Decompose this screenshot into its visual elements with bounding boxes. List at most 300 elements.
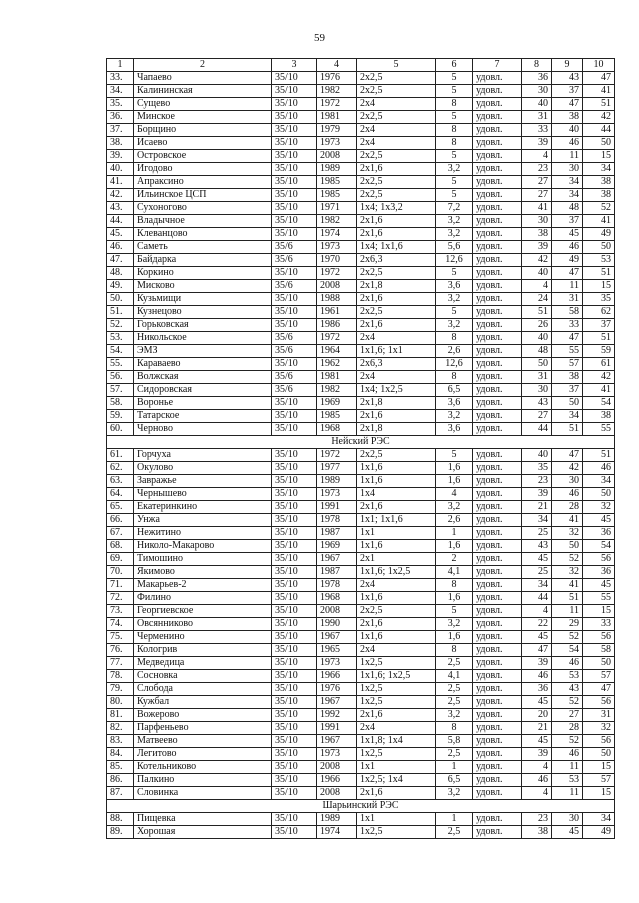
table-cell: 51 (583, 98, 615, 111)
table-cell: Вожерово (134, 709, 272, 722)
table-cell: 51 (552, 592, 583, 605)
table-cell: 1979 (317, 124, 357, 137)
table-cell: 34 (583, 163, 615, 176)
table-cell: 40 (522, 98, 552, 111)
table-cell: 38 (522, 228, 552, 241)
table-cell: удовл. (473, 735, 522, 748)
table-cell: 30 (522, 384, 552, 397)
table-cell: 27 (522, 176, 552, 189)
table-cell: удовл. (473, 826, 522, 839)
table-cell: 2,5 (436, 748, 473, 761)
table-cell: 2x4 (357, 371, 436, 384)
table-cell: 34 (552, 176, 583, 189)
table-cell: 35/10 (272, 592, 317, 605)
table-row (107, 98, 615, 111)
column-header: 3 (272, 59, 317, 72)
table-cell: 76. (107, 644, 134, 657)
table-cell: Чернышево (134, 488, 272, 501)
table-row (107, 371, 615, 384)
table-cell: 47 (552, 332, 583, 345)
table-cell: 57 (583, 774, 615, 787)
table-cell: 2x6,3 (357, 358, 436, 371)
table-cell: 20 (522, 709, 552, 722)
substations-table (106, 58, 615, 839)
table-cell: 1 (436, 527, 473, 540)
table-cell: 1x1,6; 1x2,5 (357, 670, 436, 683)
table-cell: Словинка (134, 787, 272, 800)
table-cell: 49 (583, 228, 615, 241)
table-cell: Нежитино (134, 527, 272, 540)
table-cell: Владычное (134, 215, 272, 228)
table-cell: 4,1 (436, 566, 473, 579)
table-row (107, 618, 615, 631)
table-cell: 46 (583, 462, 615, 475)
table-cell: удовл. (473, 332, 522, 345)
table-cell: 52 (583, 202, 615, 215)
table-cell: 38 (552, 111, 583, 124)
table-row (107, 345, 615, 358)
table-cell: 2x4 (357, 137, 436, 150)
table-row (107, 683, 615, 696)
table-cell: 2x1,6 (357, 163, 436, 176)
table-cell: 35 (522, 462, 552, 475)
table-cell: 31 (552, 293, 583, 306)
table-cell: 33. (107, 72, 134, 85)
table-cell: Сидоровская (134, 384, 272, 397)
table-cell: 39 (522, 488, 552, 501)
table-cell: 46 (522, 670, 552, 683)
table-cell: 62. (107, 462, 134, 475)
table-cell: 2008 (317, 150, 357, 163)
table-cell: 39 (522, 748, 552, 761)
table-cell: 51 (583, 332, 615, 345)
table-cell: 55 (552, 345, 583, 358)
table-cell: Кузьмищи (134, 293, 272, 306)
table-cell: 2x1,6 (357, 709, 436, 722)
table-cell: 41. (107, 176, 134, 189)
table-cell: 1x2,5 (357, 696, 436, 709)
table-cell: удовл. (473, 553, 522, 566)
table-cell: Слобода (134, 683, 272, 696)
table-cell: Черменино (134, 631, 272, 644)
table-cell: 35/10 (272, 527, 317, 540)
table-cell: 88. (107, 813, 134, 826)
table-cell: 1,6 (436, 475, 473, 488)
table-cell: удовл. (473, 787, 522, 800)
table-cell: 47. (107, 254, 134, 267)
table-cell: 1x1,6 (357, 475, 436, 488)
table-cell: 64. (107, 488, 134, 501)
table-cell: 51 (522, 306, 552, 319)
table-cell: 38 (552, 371, 583, 384)
table-cell: 1x1,6 (357, 592, 436, 605)
table-cell: 48 (522, 345, 552, 358)
table-cell: 8 (436, 371, 473, 384)
table-cell: 5,6 (436, 241, 473, 254)
table-cell: 35/10 (272, 449, 317, 462)
column-header: 6 (436, 59, 473, 72)
table-cell: 36. (107, 111, 134, 124)
table-cell: 3,6 (436, 280, 473, 293)
table-row (107, 501, 615, 514)
column-header: 7 (473, 59, 522, 72)
table-row (107, 540, 615, 553)
table-cell: 56 (583, 696, 615, 709)
table-cell: удовл. (473, 189, 522, 202)
table-cell: 33 (522, 124, 552, 137)
table-cell: 35/10 (272, 98, 317, 111)
table-cell: 1974 (317, 826, 357, 839)
table-cell: 54. (107, 345, 134, 358)
table-cell: Филино (134, 592, 272, 605)
table-cell: 3,2 (436, 709, 473, 722)
table-cell: 29 (552, 618, 583, 631)
table-cell: 58 (583, 644, 615, 657)
table-cell: 2x2,5 (357, 306, 436, 319)
table-cell: 41 (583, 384, 615, 397)
table-cell: 39 (522, 657, 552, 670)
table-cell: Воронье (134, 397, 272, 410)
table-row (107, 332, 615, 345)
table-row (107, 228, 615, 241)
table-cell: 52 (552, 553, 583, 566)
table-cell: удовл. (473, 579, 522, 592)
table-cell: 1982 (317, 215, 357, 228)
table-row (107, 748, 615, 761)
table-cell: 45 (522, 631, 552, 644)
table-cell: 1982 (317, 384, 357, 397)
table-cell: 77. (107, 657, 134, 670)
table-cell: 78. (107, 670, 134, 683)
table-cell: 35/10 (272, 514, 317, 527)
table-cell: удовл. (473, 527, 522, 540)
table-cell: Борщино (134, 124, 272, 137)
table-cell: удовл. (473, 761, 522, 774)
table-cell: 57. (107, 384, 134, 397)
table-row (107, 163, 615, 176)
table-cell: 2,5 (436, 696, 473, 709)
table-cell: 1966 (317, 774, 357, 787)
table-cell: 73. (107, 605, 134, 618)
table-cell: 1x1,6; 1x1 (357, 345, 436, 358)
column-header: 5 (357, 59, 436, 72)
table-cell: 44. (107, 215, 134, 228)
table-cell: 1972 (317, 98, 357, 111)
table-cell: 15 (583, 761, 615, 774)
table-cell: 35 (583, 293, 615, 306)
table-cell: 2,6 (436, 345, 473, 358)
table-cell: 1967 (317, 696, 357, 709)
table-cell: 1972 (317, 332, 357, 345)
table-cell: 1987 (317, 527, 357, 540)
table-cell: 8 (436, 124, 473, 137)
table-cell: 35/10 (272, 150, 317, 163)
table-cell: удовл. (473, 410, 522, 423)
table-cell: 59. (107, 410, 134, 423)
table-cell: 35/10 (272, 709, 317, 722)
table-cell: удовл. (473, 475, 522, 488)
table-cell: 1x1,6 (357, 631, 436, 644)
table-cell: 1967 (317, 631, 357, 644)
table-row (107, 254, 615, 267)
table-cell: 32 (583, 501, 615, 514)
table-cell: 1992 (317, 709, 357, 722)
table-cell: 53 (583, 254, 615, 267)
table-cell: 5 (436, 189, 473, 202)
table-cell: 11 (552, 150, 583, 163)
table-cell: ЭМЗ (134, 345, 272, 358)
table-cell: 35/10 (272, 163, 317, 176)
table-cell: 55 (583, 592, 615, 605)
table-cell: 35/10 (272, 488, 317, 501)
table-cell: Байдарка (134, 254, 272, 267)
table-cell: 1x4; 1x2,5 (357, 384, 436, 397)
table-cell: 68. (107, 540, 134, 553)
table-cell: 34 (583, 475, 615, 488)
table-cell: 32 (583, 722, 615, 735)
table-row (107, 670, 615, 683)
table-cell: 12,6 (436, 358, 473, 371)
table-cell: 46 (522, 774, 552, 787)
table-cell: 35. (107, 98, 134, 111)
table-cell: 8 (436, 722, 473, 735)
table-cell: Пищевка (134, 813, 272, 826)
table-cell: 35/10 (272, 748, 317, 761)
table-cell: 53 (552, 774, 583, 787)
table-cell: 35/10 (272, 735, 317, 748)
table-cell: 51 (583, 267, 615, 280)
table-cell: 1x1 (357, 761, 436, 774)
table-cell: 60. (107, 423, 134, 436)
table-cell: 2x4 (357, 579, 436, 592)
table-cell: 35/10 (272, 657, 317, 670)
table-cell: удовл. (473, 514, 522, 527)
table-cell: 1978 (317, 514, 357, 527)
table-cell: 51 (552, 423, 583, 436)
table-cell: Татарское (134, 410, 272, 423)
table-cell: 37. (107, 124, 134, 137)
column-header: 4 (317, 59, 357, 72)
table-cell: 30 (522, 215, 552, 228)
table-cell: 44 (522, 423, 552, 436)
table-cell: 42 (522, 254, 552, 267)
table-cell: 2x1,6 (357, 501, 436, 514)
table-row (107, 306, 615, 319)
table-cell: Завражье (134, 475, 272, 488)
table-cell: 4 (522, 605, 552, 618)
table-cell: Якимово (134, 566, 272, 579)
table-cell: Овсянниково (134, 618, 272, 631)
table-cell: 1969 (317, 540, 357, 553)
table-cell: 2,5 (436, 683, 473, 696)
table-cell: 42 (552, 462, 583, 475)
table-cell: 85. (107, 761, 134, 774)
table-cell: 1965 (317, 644, 357, 657)
table-cell: 65. (107, 501, 134, 514)
table-cell: 30 (552, 163, 583, 176)
table-cell: 35/10 (272, 410, 317, 423)
table-cell: 2x4 (357, 644, 436, 657)
table-row (107, 423, 615, 436)
table-cell: Никольское (134, 332, 272, 345)
table-cell: 31 (583, 709, 615, 722)
table-cell: 2x2,5 (357, 267, 436, 280)
table-cell: 5,8 (436, 735, 473, 748)
table-cell: 55 (583, 423, 615, 436)
table-cell: 1972 (317, 267, 357, 280)
table-cell: 38 (583, 410, 615, 423)
table-cell: Мисково (134, 280, 272, 293)
page-number: 59 (314, 32, 325, 44)
table-cell: 4,1 (436, 670, 473, 683)
table-cell: 5 (436, 72, 473, 85)
table-cell: удовл. (473, 696, 522, 709)
table-cell: 35/10 (272, 787, 317, 800)
table-cell: 38 (522, 826, 552, 839)
table-cell: Калининская (134, 85, 272, 98)
table-cell: удовл. (473, 722, 522, 735)
table-cell: 5 (436, 449, 473, 462)
table-cell: 81. (107, 709, 134, 722)
table-cell: 35/10 (272, 553, 317, 566)
table-cell: 1,6 (436, 631, 473, 644)
table-cell: 34 (522, 579, 552, 592)
table-cell: 51. (107, 306, 134, 319)
table-cell: удовл. (473, 150, 522, 163)
table-cell: Тимошино (134, 553, 272, 566)
table-cell: 1981 (317, 371, 357, 384)
table-cell: 21 (522, 722, 552, 735)
table-cell: 15 (583, 605, 615, 618)
table-cell: Унжа (134, 514, 272, 527)
table-cell: Сухоногово (134, 202, 272, 215)
table-row (107, 384, 615, 397)
table-cell: удовл. (473, 462, 522, 475)
table-cell: 1 (436, 761, 473, 774)
table-cell: 1 (436, 813, 473, 826)
table-cell: удовл. (473, 202, 522, 215)
table-cell: 56 (583, 553, 615, 566)
table-cell: 71. (107, 579, 134, 592)
table-cell: Черново (134, 423, 272, 436)
table-cell: Коркино (134, 267, 272, 280)
table-cell: 47 (522, 644, 552, 657)
table-cell: 42. (107, 189, 134, 202)
table-cell: 35/10 (272, 137, 317, 150)
table-cell: 1x1,6 (357, 540, 436, 553)
table-cell: 1982 (317, 85, 357, 98)
table-cell: 35/10 (272, 111, 317, 124)
column-header: 8 (522, 59, 552, 72)
table-row (107, 566, 615, 579)
table-cell: 8 (436, 644, 473, 657)
table-row (107, 150, 615, 163)
table-row (107, 553, 615, 566)
table-cell: 86. (107, 774, 134, 787)
table-cell: 2x1,6 (357, 293, 436, 306)
table-cell: 35/6 (272, 280, 317, 293)
table-cell: 1973 (317, 241, 357, 254)
table-cell: 41 (522, 202, 552, 215)
table-cell: 1976 (317, 683, 357, 696)
table-cell: удовл. (473, 683, 522, 696)
table-row (107, 267, 615, 280)
table-cell: 35/10 (272, 202, 317, 215)
table-cell: 83. (107, 735, 134, 748)
table-cell: 50 (522, 358, 552, 371)
table-cell: 1989 (317, 475, 357, 488)
table-cell: 35/6 (272, 332, 317, 345)
table-cell: 50 (583, 657, 615, 670)
table-cell: 8 (436, 98, 473, 111)
table-cell: 35/10 (272, 358, 317, 371)
table-body (107, 59, 615, 839)
table-cell: 44 (522, 592, 552, 605)
table-cell: 63. (107, 475, 134, 488)
table-cell: 1991 (317, 501, 357, 514)
table-cell: 45 (522, 553, 552, 566)
table-cell: Медведица (134, 657, 272, 670)
table-row (107, 293, 615, 306)
table-cell: 3,6 (436, 423, 473, 436)
table-cell: 1968 (317, 592, 357, 605)
table-cell: 4 (522, 761, 552, 774)
table-cell: 67. (107, 527, 134, 540)
table-cell: 2x2,5 (357, 605, 436, 618)
table-cell: 35/10 (272, 319, 317, 332)
table-cell: 46 (552, 241, 583, 254)
table-cell: 50 (552, 540, 583, 553)
table-cell: 2x2,5 (357, 72, 436, 85)
table-cell: 39 (522, 137, 552, 150)
table-cell: Волжская (134, 371, 272, 384)
table-cell: 2008 (317, 787, 357, 800)
table-row (107, 488, 615, 501)
table-row (107, 605, 615, 618)
table-cell: 35/10 (272, 722, 317, 735)
table-row (107, 514, 615, 527)
table-cell: 1989 (317, 163, 357, 176)
table-cell: 2x4 (357, 124, 436, 137)
table-cell: 36 (522, 683, 552, 696)
table-cell: 89. (107, 826, 134, 839)
table-cell: Палкино (134, 774, 272, 787)
table-cell: 35/10 (272, 761, 317, 774)
table-cell: 35/10 (272, 826, 317, 839)
table-cell: 35/10 (272, 85, 317, 98)
table-cell: 1985 (317, 189, 357, 202)
table-row (107, 280, 615, 293)
table-row (107, 722, 615, 735)
table-cell: 59 (583, 345, 615, 358)
table-cell: удовл. (473, 306, 522, 319)
table-cell: удовл. (473, 137, 522, 150)
table-cell: 34 (583, 813, 615, 826)
section-row (107, 800, 615, 813)
table-cell: удовл. (473, 358, 522, 371)
table-cell: 50 (583, 748, 615, 761)
table-cell: 32 (552, 566, 583, 579)
table-cell: 35/10 (272, 306, 317, 319)
table-cell: удовл. (473, 709, 522, 722)
table-cell: 52. (107, 319, 134, 332)
table-cell: 1973 (317, 137, 357, 150)
table-cell: 1x1 (357, 813, 436, 826)
table-row (107, 475, 615, 488)
table-cell: 1977 (317, 462, 357, 475)
table-cell: 1x1; 1x1,6 (357, 514, 436, 527)
table-cell: 61 (583, 358, 615, 371)
